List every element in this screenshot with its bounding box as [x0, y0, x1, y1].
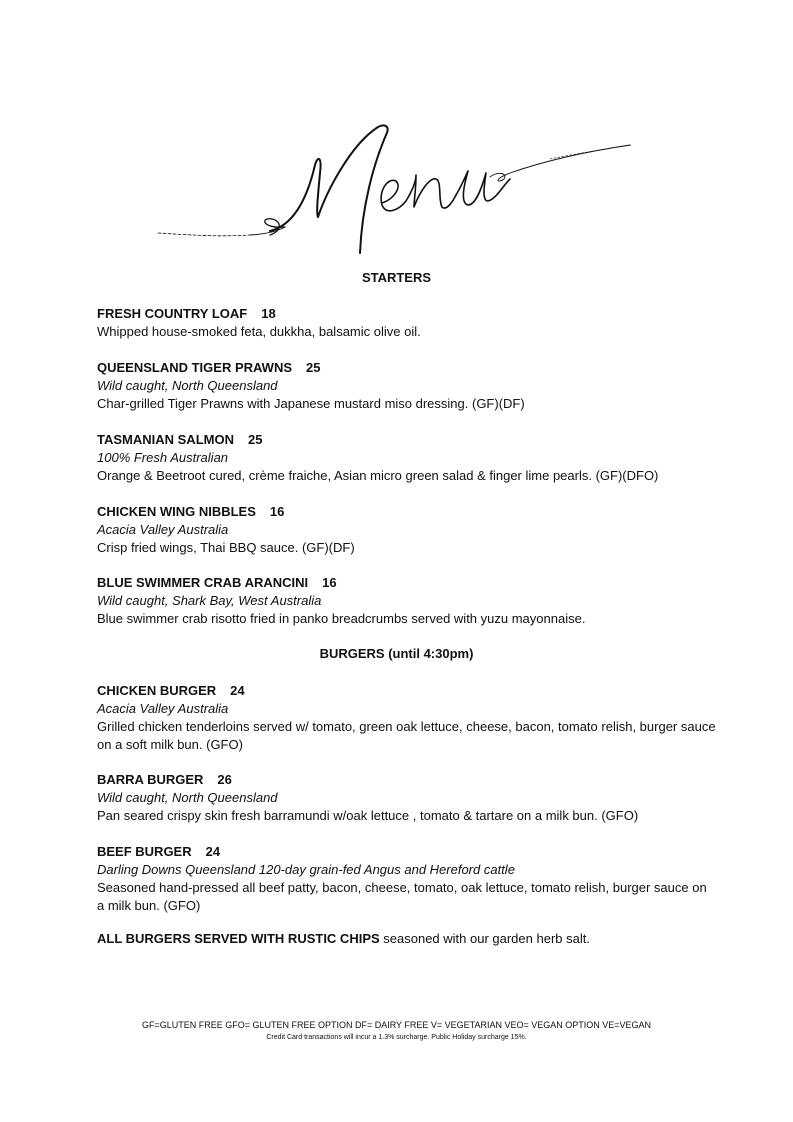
item-price: 24	[230, 683, 245, 698]
dietary-legend: GF=GLUTEN FREE GFO= GLUTEN FREE OPTION DF= DAIRY FREE V= VEGETARIAN VEO= VEGAN OPTION VE=VEGAN	[141, 1020, 652, 1030]
item-origin: 100% Fresh Australian	[97, 450, 229, 465]
item-name: BLUE SWIMMER CRAB ARANCINI	[97, 575, 309, 590]
item-description: Pan seared crispy skin fresh barramundi w/oak lettuce , tomato & tartare on a milk bun. (GFO)	[97, 808, 639, 823]
item-description: Grilled chicken tenderloins served w/ tomato, green oak lettuce, cheese, bacon, tomato relish, burger sauce on a soft milk bun. (GFO)	[97, 719, 716, 752]
starters-heading: STARTERS	[361, 270, 432, 285]
menu-item	[97, 682, 717, 754]
item-description: Orange & Beetroot cured, crème fraiche, Asian micro green salad & finger lime pearls. (GF)(DFO)	[97, 468, 659, 483]
item-description: Crisp fried wings, Thai BBQ sauce. (GF)(DF)	[97, 540, 355, 555]
item-price: 16	[322, 575, 337, 590]
item-name: BARRA BURGER	[97, 772, 204, 787]
menu-item	[97, 771, 717, 825]
item-description: Char-grilled Tiger Prawns with Japanese mustard miso dressing. (GF)(DF)	[97, 396, 525, 411]
item-name: CHICKEN BURGER	[97, 683, 217, 698]
burgers-note	[97, 931, 590, 946]
item-origin: Wild caught, North Queensland	[97, 790, 278, 805]
item-name: QUEENSLAND TIGER PRAWNS	[97, 360, 293, 375]
menu-item	[97, 503, 717, 557]
burgers-note-bold: ALL BURGERS SERVED WITH RUSTIC CHIPS	[97, 931, 380, 946]
menu-item	[97, 843, 717, 915]
item-name: BEEF BURGER	[97, 844, 192, 859]
burgers-heading: BURGERS (until 4:30pm)	[319, 646, 474, 661]
menu-item	[97, 431, 717, 485]
item-origin: Acacia Valley Australia	[97, 522, 229, 537]
item-description: Whipped house-smoked feta, dukkha, balsamic olive oil.	[97, 324, 421, 339]
item-price: 26	[217, 772, 232, 787]
item-price: 24	[205, 844, 221, 859]
item-description: Seasoned hand-pressed all beef patty, bacon, cheese, tomato, oak lettuce, tomato relish, burger sauce on a milk bun. (GFO)	[97, 880, 707, 913]
item-name: FRESH COUNTRY LOAF	[97, 306, 248, 321]
burgers-note-rest: seasoned with our garden herb salt.	[379, 931, 590, 946]
menu-script-logo	[150, 115, 640, 260]
menu-item	[97, 574, 717, 628]
item-origin: Darling Downs Queensland 120-day grain-fed Angus and Hereford cattle	[97, 862, 515, 877]
item-origin: Wild caught, Shark Bay, West Australia	[97, 593, 322, 608]
menu-item	[97, 359, 717, 413]
item-origin: Acacia Valley Australia	[97, 701, 229, 716]
item-price: 25	[306, 360, 321, 375]
menu-logo-text: Menu	[150, 115, 153, 116]
surcharge-note: Credit Card transactions will incur a 1.3% surcharge. Public Holiday surcharge 15%.	[266, 1034, 527, 1041]
item-price: 16	[269, 504, 285, 519]
item-description: Blue swimmer crab risotto fried in panko breadcrumbs served with yuzu mayonnaise.	[97, 611, 586, 626]
item-price: 18	[261, 306, 276, 321]
item-price: 25	[247, 432, 263, 447]
item-name: CHICKEN WING NIBBLES	[97, 504, 256, 519]
item-name: TASMANIAN SALMON	[97, 432, 234, 447]
item-origin: Wild caught, North Queensland	[97, 378, 278, 393]
menu-item	[97, 305, 717, 341]
